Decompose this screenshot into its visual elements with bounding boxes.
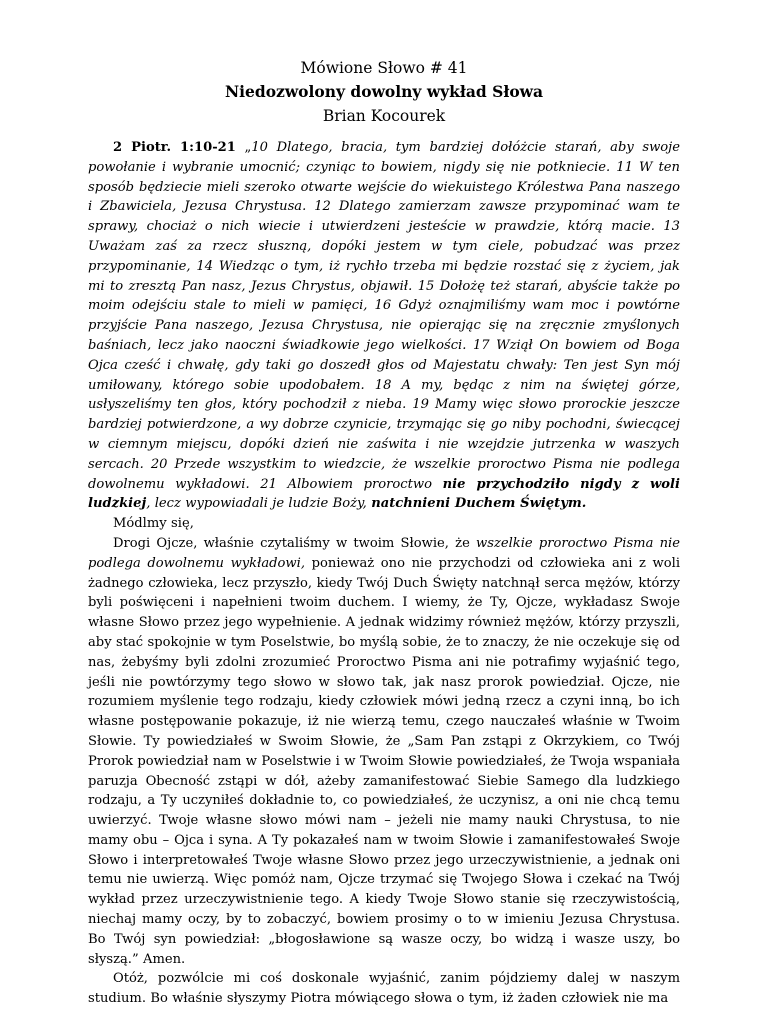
scripture-emphasis-1: nie przychodziło nigdy z woli ludzkiej — [88, 476, 680, 512]
scripture-text-middle: , lecz wypowiadali je ludzie Boży, — [146, 496, 372, 512]
scripture-emphasis-2: natchnieni Duchem Świętym. — [371, 496, 587, 512]
scripture-open-quote: „ — [235, 140, 252, 155]
closing-paragraph: Otóż, pozwólcie mi coś doskonale wyjaśnić, zanim pójdziemy dalej w naszym studium. Bo właśnie słyszymy Piotra mówiącego słowa o tym, iż żaden człowiek nie ma — [88, 971, 680, 1007]
prayer-intro: Módlmy się, — [113, 516, 194, 532]
prayer-text-start: Drogi Ojcze, właśnie czytaliśmy w twoim Słowie, że — [113, 535, 477, 551]
sermon-series-number: Mówione Słowo # 41 — [300, 59, 468, 77]
document-page — [88, 56, 680, 1009]
prayer-quoted-scripture: wszelkie proroctwo Pisma nie podlega dowolnemu wykładowi, — [88, 535, 680, 571]
scripture-reference: 2 Piotr. 1:10-21 — [113, 140, 236, 155]
scripture-text: 10 Dlatego, bracia, tym bardziej dołóżcie starań, aby swoje powołanie i wybranie umocnić; czyniąc to bowiem, nigdy się nie potkniecie. 11 W ten sposób będziecie mieli szeroko otwarte wejście do wiekuistego Królestwa Pana naszego i Zbawiciela, Jezusa Chrystusa. 12 Dlatego zamierzam zawsze przypominać wam te sprawy, chociaż o nich wiecie i utwierdzeni jesteście w prawdzie, którą macie. 13 Uważam zaś za rzecz słuszną, dopóki jestem w tym ciele, pobudzać was przez przypominanie, 14 Wiedząc o tym, iż rychło trzeba mi będzie rozstać się z życiem, jak mi to zresztą Pan nasz, Jezus Chrystus, objawił. 15 Dołożę też starań, abyście także po moim odejściu stale to mieli w pamięci, 16 Gdyż oznajmiliśmy wam moc i powtórne przyjście Pana naszego, Jezusa Chrystusa, nie opierając się na zręcznie zmyślonych baśniach, lecz jako naoczni świadkowie jego wielkości. 17 Wziął On bowiem od Boga Ojca cześć i chwałę, gdy taki go doszedł głos od Majestatu chwały: Ten jest Syn mój umiłowany, którego sobie upodobałem. 18 A my, będąc z nim na świętej górze, usłyszeliśmy ten głos, który pochodził z nieba. 19 Mamy więc słowo prorockie jeszcze bardziej potwierdzone, a wy dobrze czynicie, trzymając się go niby pochodni, świecącej w ciemnym miejscu, dopóki dzień nie zaświta i nie wzejdzie jutrzenka w waszych sercach. 20 Przede wszystkim to wiedzcie, że wszelkie proroctwo Pisma nie podlega dowolnemu wykładowi. 21 Albowiem proroctwo — [88, 140, 680, 492]
scripture-paragraph — [88, 138, 680, 514]
sermon-title: Niedozwolony dowolny wykład Słowa — [224, 82, 544, 101]
sermon-author: Brian Kocourek — [322, 107, 446, 125]
document-header — [88, 56, 680, 128]
prayer-text-rest: ponieważ ono nie przychodzi od człowieka ani z woli żadnego człowieka, lecz przyszło, kiedy Twój Duch Święty natchnął serca mężów, którzy byli poświęceni i napełnieni twoim duchem. I wiemy, że Ty, Ojcze, wykładasz Swoje własne Słowo przez jego wypełnienie. A jednak widzimy również mężów, którzy przyszli, aby stać spokojnie w tym Poselstwie, bo myślą sobie, że to znaczy, że nie oczekuje się od nas, żebyśmy byli zdolni zrozumieć Proroctwo Pisma ani nie potrafimy wyjaśnić tego, jeśli nie powtórzymy tego słowo w słowo tak, jak nasz prorok powiedział. Ojcze, nie rozumiem myślenie tego rodzaju, kiedy człowiek mówi jedną rzecz a czyni inną, bo ich własne postępowanie pokazuje, iż nie wierzą temu, czego nauczałeś właśnie w Twoim Słowie. Ty powiedziałeś w Swoim Słowie, że „Sam Pan zstąpi z Okrzykiem, co Twój Prorok powiedział nam w Poselstwie i w Twoim Słowie powiedziałeś, że Twoja wspaniała paruzja Obecność zstąpi w dół, ażeby zamanifestować Siebie Samego dla ludzkiego rodzaju, a Ty uczyniłeś dokładnie to, co powiedziałeś, że uczynisz, a oni nie chcą temu uwierzyć. Twoje własne słowo mówi nam – jeżeli nie mamy nauki Chrystusa, to nie mamy obu – Ojca i syna. A Ty pokazałeś nam w twoim Słowie i zamanifestowałeś Swoje Słowo i interpretowałeś Twoje własne Słowo przez jego urzeczywistnienie, a jednak oni temu nie uwierzą. Więc pomóż nam, Ojcze trzymać się Twojego Słowa i czekać na Twój wykład przez urzeczywistnienie tego. A kiedy Twoje Słowo stanie się rzeczywistością, niechaj mamy oczy, by to zobaczyć, bowiem prosimy o to w imieniu Jezusa Chrystusa. Bo Twój syn powiedział: „błogosławione są wasze oczy, bo widzą i wasze uszy, bo słyszą.” Amen. — [88, 555, 681, 967]
prayer-paragraph — [88, 534, 680, 970]
